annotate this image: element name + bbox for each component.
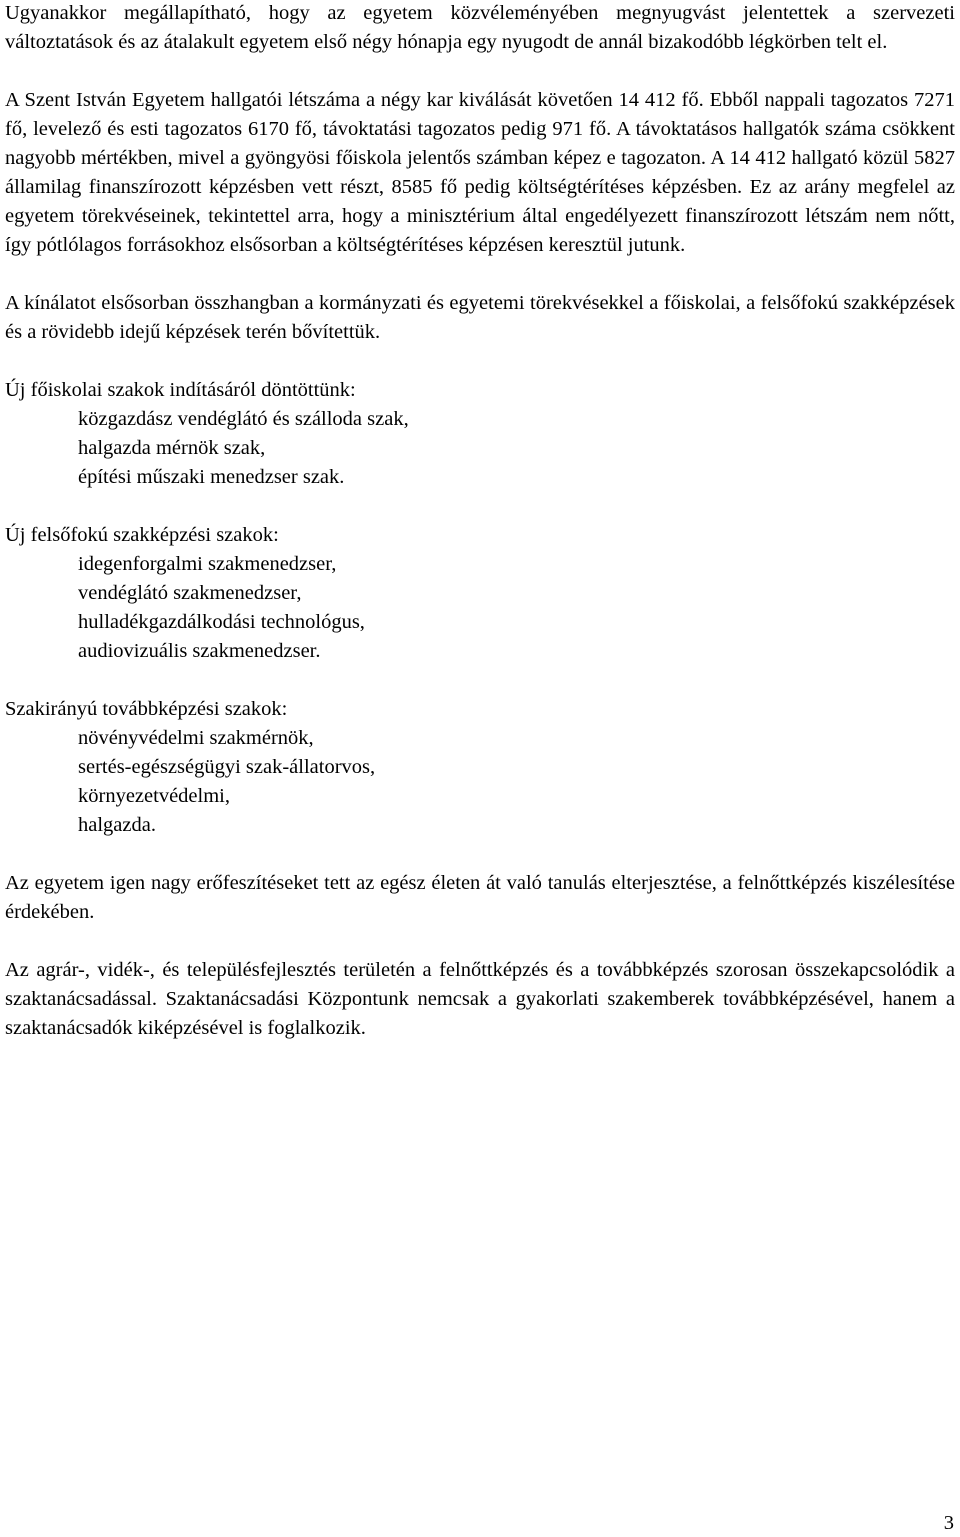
list-item: növényvédelmi szakmérnök,: [78, 727, 314, 749]
list-item: hulladékgazdálkodási technológus,: [78, 611, 365, 633]
page-number: 3: [943, 1512, 954, 1534]
list-item: idegenforgalmi szakmenedzser,: [78, 553, 337, 575]
paragraph-szervezeti-valtozasok: Ugyanakkor megállapítható, hogy az egyetem közvéleményében megnyugvást jelentettek a szervezeti változtatások és az átalakult egyetem első négy hónapja egy nyugodt de annál bizakodóbb légkörben telt el.: [5, 2, 955, 53]
paragraph-hallgatoi-letszam: A Szent István Egyetem hallgatói létszáma a négy kar kiválását követően 14 412 fő. Ebből nappali tagozatos 7271 fő, levelező és esti tagozatos 6170 fő, távoktatási tagozatos pedig 971 fő. A távoktatásos hallgatók száma csökkent nagyobb mértékben, mivel a gyöngyösi főiskola jelentős számban képez e tagozaton. A 14 412 hallgató közül 5827 államilag finanszírozott képzésben vett részt, 8585 fő pedig költségtérítéses képzésben. Ez az arány megfelel az egyetem törekvéseinek, tekintettel arra, hogy a minisztérium által engedélyezett finanszírozott létszám nem nőtt, így pótlólagos forrásokhoz elsősorban a költségtérítéses képzésen keresztül jutunk.: [5, 89, 955, 256]
document-page: [5, 0, 955, 1043]
list-item: halgazda.: [78, 814, 156, 836]
list-item: építési műszaki menedzser szak.: [78, 466, 345, 488]
paragraph-felnottkepzes: Az egyetem igen nagy erőfeszítéseket tett az egész életen át való tanulás elterjesztése, a felnőttképzés kiszélesítése érdekében.: [5, 872, 955, 923]
list-tovabbkepzesi-szakok: [5, 724, 955, 840]
list-item: halgazda mérnök szak,: [78, 437, 266, 459]
paragraph-szaktanacsadas: Az agrár-, vidék-, és településfejlesztés területén a felnőttképzés és a továbbképzés szorosan összekapcsolódik a szaktanácsadással. Szaktanácsadási Központunk nemcsak a gyakorlati szakemberek továbbképzésével, hanem a szaktanácsadók kiképzésével is foglalkozik.: [5, 959, 955, 1039]
list-item: közgazdász vendéglátó és szálloda szak,: [78, 408, 409, 430]
section-heading-szakkepzesi-szakok: Új felsőfokú szakképzési szakok:: [5, 524, 279, 546]
list-item: sertés-egészségügyi szak-állatorvos,: [78, 756, 376, 778]
list-item: környezetvédelmi,: [78, 785, 230, 807]
section-heading-foiskolai-szakok: Új főiskolai szakok indításáról döntöttünk:: [5, 379, 356, 401]
paragraph-kinalat: A kínálatot elsősorban összhangban a kormányzati és egyetemi törekvésekkel a főiskolai, a felsőfokú szakképzések és a rövidebb idejű képzések terén bővítettük.: [5, 292, 955, 343]
list-item: audiovizuális szakmenedzser.: [78, 640, 321, 662]
list-szakkepzesi-szakok: [5, 550, 955, 666]
section-heading-tovabbkepzesi-szakok: Szakirányú továbbképzési szakok:: [5, 698, 288, 720]
list-item: vendéglátó szakmenedzser,: [78, 582, 302, 604]
list-foiskolai-szakok: [5, 405, 955, 492]
